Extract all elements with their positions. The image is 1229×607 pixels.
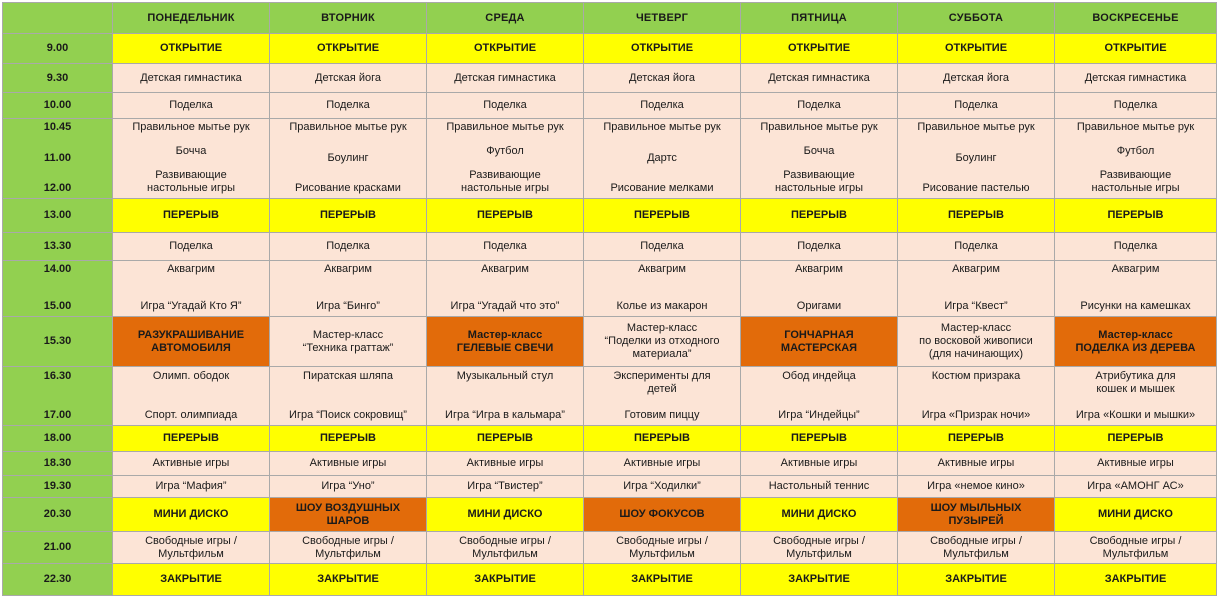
cell-line: Аквагрим [952,263,1000,276]
time-cell [3,498,113,532]
cell-line: Поделка [1113,98,1158,111]
cell-line: Футбол [1116,145,1155,158]
activity-cell [1055,563,1217,595]
activity-cell [427,93,584,118]
cell-line: МИНИ ДИСКО [781,508,857,521]
cell-line: Аквагрим [324,263,372,276]
activity-cell [270,425,427,451]
cell-line: Аквагрим [1111,263,1160,276]
cell-line: 21.00 [43,541,72,554]
schedule-row [3,532,1217,563]
cell-line: ОТКРЫТИЕ [316,42,380,55]
activity-cell [427,64,584,93]
cell-line: Олимп. ободок [152,370,230,382]
day-header-row [3,3,1217,34]
cell-line: ПЕРЕРЫВ [1107,209,1164,222]
cell-line: ПЕРЕРЫВ [320,431,376,444]
activity-cell [113,425,270,451]
schedule-row [3,260,1217,316]
cell-line: 9.30 [46,71,69,84]
day-header: ПЯТНИЦА [741,3,898,34]
activity-cell [427,199,584,233]
cell-line: ПЕРЕРЫВ [634,431,690,444]
cell-line: Аквагрим [638,263,686,276]
cell-line: Мастер-класс по восковой живописи (для начинающих) [919,322,1033,361]
cell-line: Игра «немое кино» [927,480,1025,493]
cell-line: ГОНЧАРНАЯ МАСТЕРСКАЯ [780,328,858,354]
cell-line: Активные игры [309,456,387,469]
activity-cell [584,563,741,595]
activity-cell [427,260,584,316]
cell-line: 15.30 [43,335,72,348]
cell-line: 13.30 [43,239,72,252]
activity-cell [898,425,1055,451]
activity-cell [741,451,898,475]
time-cell [3,316,113,366]
cell-line: Поделка [483,98,527,111]
activity-cell [1055,425,1217,451]
cell-line: Детская йога [943,71,1009,84]
activity-cell [898,316,1055,366]
activity-cell [270,199,427,233]
schedule-row [3,118,1217,199]
activity-cell [898,64,1055,93]
cell-line: Активные игры [1097,456,1174,469]
cell-line: Игра «АМОНГ АС» [1087,480,1184,493]
activity-cell [898,233,1055,260]
cell-line: Правильное мытье рук [446,121,564,134]
cell-line: 22.30 [43,572,72,585]
activity-cell [1055,118,1217,199]
cell-line: Мастер-класс ПОДЕЛКА ИЗ ДЕРЕВА [1075,328,1196,354]
cell-line: Правильное мытье рук [132,121,250,134]
activity-cell [113,367,270,425]
activity-cell [584,233,741,260]
activity-cell [741,498,898,532]
cell-line: 18.00 [43,431,72,444]
activity-cell [898,498,1055,532]
activity-cell [113,451,270,475]
cell-line: ЗАКРЫТИЕ [160,572,222,585]
activity-cell [270,34,427,64]
day-header: ЧЕТВЕРГ [584,3,741,34]
activity-cell [584,498,741,532]
day-header: СУББОТА [898,3,1055,34]
activity-cell [741,425,898,451]
activity-cell [584,34,741,64]
cell-line: Пиратская шляпа [303,370,393,382]
time-cell [3,451,113,475]
cell-line: ЗАКРЫТИЕ [474,572,536,585]
cell-line: Свободные игры / Мультфильм [773,534,865,560]
cell-line: Игра “Угадай Кто Я” [140,300,242,313]
time-cell [3,367,113,425]
activity-cell [113,498,270,532]
schedule-row [3,367,1217,425]
cell-line: Правильное мытье рук [1076,121,1195,134]
activity-cell [741,476,898,498]
activity-cell [427,563,584,595]
activity-cell [1055,476,1217,498]
cell-line: Активные игры [466,456,544,469]
cell-line: Рисование красками [295,182,401,195]
activity-cell [898,199,1055,233]
schedule-row [3,451,1217,475]
cell-line: Детская йога [629,71,695,84]
cell-line: Футбол [486,145,524,158]
cell-line: Боулинг [955,151,997,164]
cell-line: Свободные игры / Мультфильм [145,534,237,560]
schedule-row [3,93,1217,118]
cell-line: ОТКРЫТИЕ [944,42,1008,55]
cell-line: Бочча [175,145,207,158]
activity-cell [270,118,427,199]
cell-line: Поделка [954,98,998,111]
activity-cell [584,367,741,425]
cell-line: Оригами [796,300,842,313]
activity-cell [427,532,584,563]
cell-line: 9.00 [46,42,69,55]
cell-line: ПЕРЕРЫВ [791,431,847,444]
cell-line: Мастер-класс “Поделки из отходного материала” [604,322,720,361]
activity-cell [270,451,427,475]
activity-cell [1055,532,1217,563]
cell-line: ОТКРЫТИЕ [1104,42,1167,55]
cell-line: Атрибутика для кошек и мышек [1095,370,1176,395]
cell-line: РАЗУКРАШИВАНИЕ АВТОМОБИЛЯ [137,328,245,354]
activity-cell [741,34,898,64]
activity-cell [427,498,584,532]
cell-line: Настольный теннис [768,480,870,493]
activity-cell [270,93,427,118]
cell-line: Музыкальный стул [456,370,554,382]
cell-line: Игра “Твистер” [467,480,543,493]
cell-line: ПЕРЕРЫВ [634,209,690,222]
activity-cell [584,451,741,475]
time-cell [3,199,113,233]
schedule-table [2,2,1217,596]
cell-line: 12.00 [43,182,72,195]
cell-line: ОТКРЫТИЕ [159,42,223,55]
activity-cell [898,118,1055,199]
cell-line: ЗАКРЫТИЕ [317,572,379,585]
activity-cell [584,316,741,366]
schedule-row [3,316,1217,366]
activity-cell [270,316,427,366]
activity-cell [113,34,270,64]
activity-cell [741,260,898,316]
activity-cell [270,476,427,498]
activity-cell [113,118,270,199]
cell-line: Детская гимнастика [140,71,242,84]
cell-line: Поделка [1113,239,1158,252]
time-cell [3,233,113,260]
activity-cell [1055,260,1217,316]
cell-line: Активные игры [152,456,230,469]
schedule-row [3,563,1217,595]
cell-line: ОТКРЫТИЕ [787,42,851,55]
cell-line: Обод индейца [782,370,856,382]
activity-cell [427,451,584,475]
activity-cell [427,367,584,425]
activity-cell [113,199,270,233]
activity-cell [270,64,427,93]
cell-line: ОТКРЫТИЕ [630,42,694,55]
activity-cell [113,532,270,563]
activity-cell [741,93,898,118]
activity-cell [427,476,584,498]
cell-line: Правильное мытье рук [289,121,407,134]
activity-cell [741,64,898,93]
activity-cell [898,451,1055,475]
activity-cell [270,367,427,425]
activity-cell [113,64,270,93]
cell-line: 18.30 [43,456,72,469]
activity-cell [1055,451,1217,475]
cell-line: ШОУ ФОКУСОВ [619,508,705,521]
cell-line: Игра “Индейцы” [778,409,860,421]
cell-line: Активные игры [937,456,1015,469]
schedule-row [3,425,1217,451]
cell-line: Поделка [169,98,213,111]
cell-line: ШОУ ВОЗДУШНЫХ ШАРОВ [295,501,401,527]
cell-line: Активные игры [623,456,701,469]
cell-line: Мастер-класс “Техника граттаж” [302,328,394,354]
cell-line: Колье из макарон [616,300,708,313]
cell-line: Развивающие настольные игры [1091,169,1180,195]
cell-line: 19.30 [43,480,72,493]
cell-line: ЗАКРЫТИЕ [788,572,850,585]
cell-line: Игра “Поиск сокровищ” [289,409,407,421]
cell-line: Игра “Игра в кальмара” [445,409,565,421]
time-cell [3,93,113,118]
activity-cell [898,260,1055,316]
cell-line: ПЕРЕРЫВ [1107,431,1164,444]
day-header: ВТОРНИК [270,3,427,34]
cell-line: МИНИ ДИСКО [467,508,543,521]
cell-line: Готовим пиццу [624,409,700,421]
cell-line: 10.00 [43,98,72,111]
cell-line: Спорт. олимпиада [144,409,238,421]
cell-line: Игра “Мафия” [155,480,227,493]
activity-cell [584,532,741,563]
cell-line: 16.30 [43,370,72,382]
activity-cell [741,532,898,563]
cell-line: Поделка [640,239,684,252]
cell-line: Бочча [803,145,835,158]
activity-cell [898,93,1055,118]
cell-line: Активные игры [780,456,858,469]
activity-cell [270,260,427,316]
cell-line: ПЕРЕРЫВ [948,431,1004,444]
activity-cell [741,563,898,595]
activity-cell [741,233,898,260]
schedule-row [3,233,1217,260]
cell-line: Аквагрим [795,263,843,276]
cell-line: Правильное мытье рук [760,121,878,134]
cell-line: 17.00 [43,409,72,421]
schedule-row [3,498,1217,532]
cell-line: ПЕРЕРЫВ [320,209,376,222]
activity-cell [584,425,741,451]
activity-cell [113,260,270,316]
time-cell [3,532,113,563]
schedule-row [3,64,1217,93]
cell-line: МИНИ ДИСКО [1098,508,1173,521]
schedule-row [3,34,1217,64]
activity-cell [427,118,584,199]
cell-line: Игра “Квест” [944,300,1008,313]
cell-line: Свободные игры / Мультфильм [459,534,551,560]
activity-cell [113,563,270,595]
activity-cell [270,498,427,532]
cell-line: Детская йога [315,71,381,84]
activity-cell [270,532,427,563]
activity-cell [113,233,270,260]
cell-line: ОТКРЫТИЕ [473,42,537,55]
cell-line: Детская гимнастика [768,71,870,84]
cell-line: Детская гимнастика [1084,71,1187,84]
activity-cell [741,199,898,233]
cell-line: 13.00 [43,209,72,222]
cell-line: Поделка [954,239,998,252]
activity-cell [1055,34,1217,64]
activity-cell [1055,64,1217,93]
activity-cell [584,64,741,93]
cell-line: Детская гимнастика [454,71,556,84]
activity-cell [741,118,898,199]
activity-cell [898,34,1055,64]
cell-line: Поделка [640,98,684,111]
day-header: ПОНЕДЕЛЬНИК [113,3,270,34]
cell-line: 10.45 [43,121,72,134]
cell-line: 20.30 [43,508,72,521]
cell-line: Аквагрим [481,263,529,276]
schedule-row [3,199,1217,233]
activity-cell [898,476,1055,498]
day-header: СРЕДА [427,3,584,34]
cell-line: Правильное мытье рук [603,121,721,134]
cell-line: Поделка [797,98,841,111]
activity-cell [741,367,898,425]
schedule-row [3,476,1217,498]
cell-line: ПЕРЕРЫВ [163,431,219,444]
cell-line: Развивающие настольные игры [461,169,549,195]
time-cell [3,34,113,64]
activity-cell [113,316,270,366]
cell-line: Боулинг [327,151,369,164]
activity-cell [113,476,270,498]
cell-line: ПЕРЕРЫВ [791,209,847,222]
cell-line: Игра “Уно” [321,480,375,493]
cell-line: МИНИ ДИСКО [153,508,229,521]
cell-line: Аквагрим [167,263,215,276]
activity-cell [1055,498,1217,532]
day-header: ВОСКРЕСЕНЬЕ [1055,3,1217,34]
time-cell [3,563,113,595]
cell-line: Поделка [797,239,841,252]
schedule-body [3,34,1217,596]
activity-cell [270,563,427,595]
cell-line: Правильное мытье рук [917,121,1035,134]
cell-line: Свободные игры / Мультфильм [616,534,708,560]
activity-cell [1055,367,1217,425]
activity-cell [1055,93,1217,118]
cell-line: ПЕРЕРЫВ [948,209,1004,222]
cell-line: ПЕРЕРЫВ [163,209,219,222]
activity-cell [584,118,741,199]
activity-cell [898,532,1055,563]
cell-line: Игра “Ходилки” [623,480,701,493]
cell-line: Эксперименты для детей [613,370,711,395]
activity-cell [584,476,741,498]
activity-cell [1055,316,1217,366]
cell-line: Свободные игры / Мультфильм [1089,534,1182,560]
activity-cell [270,233,427,260]
activity-cell [427,233,584,260]
cell-line: ЗАКРЫТИЕ [631,572,693,585]
activity-cell [741,316,898,366]
activity-cell [898,563,1055,595]
cell-line: Дартс [647,151,677,164]
cell-line: Поделка [169,239,213,252]
time-cell [3,118,113,199]
time-cell [3,425,113,451]
cell-line: Костюм призрака [931,370,1021,382]
cell-line: ШОУ МЫЛЬНЫХ ПУЗЫРЕЙ [930,501,1022,527]
time-cell [3,260,113,316]
cell-line: Рисунки на камешках [1080,300,1191,313]
activity-cell [1055,233,1217,260]
time-cell [3,476,113,498]
activity-cell [113,93,270,118]
cell-line: Развивающие настольные игры [775,169,863,195]
cell-line: 14.00 [43,263,72,276]
cell-line: ЗАКРЫТИЕ [945,572,1007,585]
activity-cell [427,316,584,366]
activity-cell [427,425,584,451]
cell-line: ПЕРЕРЫВ [477,209,533,222]
cell-line: 15.00 [43,300,72,313]
cell-line: ПЕРЕРЫВ [477,431,533,444]
cell-line: Игра «Кошки и мышки» [1075,409,1196,421]
cell-line: Игра “Бинго” [316,300,380,313]
activity-cell [427,34,584,64]
activity-cell [584,199,741,233]
cell-line: Игра “Угадай что это” [450,300,560,313]
cell-line: Поделка [326,239,370,252]
cell-line: Рисование пастелью [922,182,1030,195]
cell-line: Поделка [483,239,527,252]
activity-cell [584,93,741,118]
cell-line: Поделка [326,98,370,111]
cell-line: Свободные игры / Мультфильм [930,534,1022,560]
activity-cell [584,260,741,316]
cell-line: Мастер-класс ГЕЛЕВЫЕ СВЕЧИ [456,328,554,354]
cell-line: Свободные игры / Мультфильм [302,534,394,560]
cell-line: Развивающие настольные игры [147,169,235,195]
activity-cell [1055,199,1217,233]
cell-line: ЗАКРЫТИЕ [1104,572,1167,585]
corner-cell [3,3,113,34]
cell-line: Игра «Призрак ночи» [921,409,1031,421]
activity-cell [898,367,1055,425]
cell-line: Рисование мелками [610,182,714,195]
time-cell [3,64,113,93]
cell-line: 11.00 [44,151,71,164]
